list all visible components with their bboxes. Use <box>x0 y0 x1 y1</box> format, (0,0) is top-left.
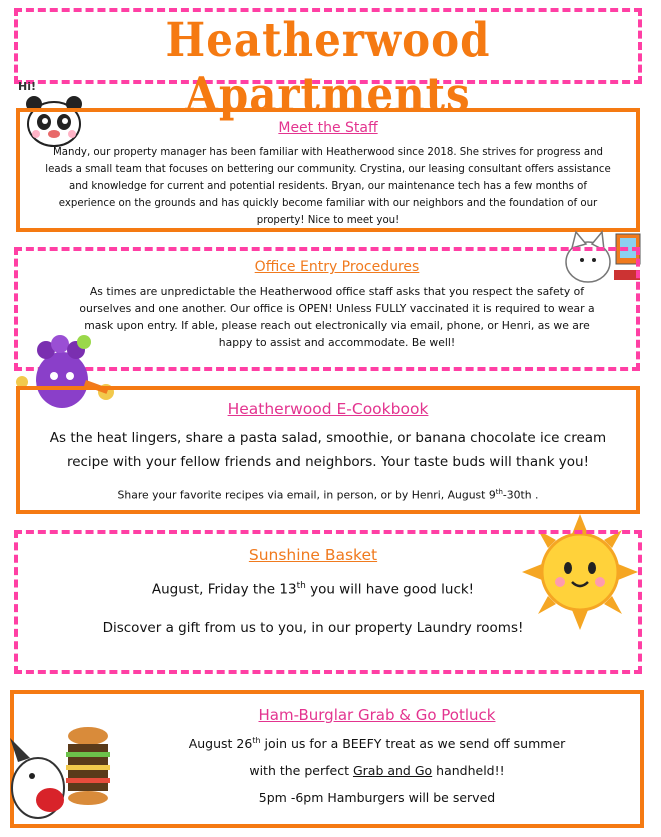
cookbook-note-text: Share your favorite recipes via email, in person, or by Henri, August 9 <box>117 488 496 502</box>
meet-staff-section <box>16 108 640 232</box>
cookbook-body: As the heat lingers, share a pasta salad, smoothie, or banana chocolate ice cream recipe with your fellow friends and neighbors. Your taste buds will thank you! <box>49 430 607 470</box>
meet-staff-title: Meet the Staff <box>278 120 378 136</box>
potluck-title: Ham-Burglar Grab & Go Potluck <box>258 706 496 724</box>
sunshine-line1-sup: th <box>296 581 306 591</box>
sunshine-line2: Discover a gift from us to you, in our property Laundry rooms! <box>102 619 524 636</box>
cookbook-note-sup: th <box>495 488 503 496</box>
potluck-line2 <box>134 763 620 778</box>
potluck-line1 <box>134 736 620 751</box>
cookbook-note-end: -30th . <box>502 488 539 502</box>
potluck-line1-text: August 26 <box>188 736 253 752</box>
office-entry-title: Office Entry Procedures <box>254 259 420 275</box>
page-title: Heatherwood Apartments <box>165 12 491 122</box>
cookbook-section <box>16 386 640 514</box>
dog-burger-sticker <box>4 718 124 830</box>
panda-hi-label: Hi! <box>18 80 36 93</box>
sunshine-title: Sunshine Basket <box>248 546 378 564</box>
cookbook-note <box>38 484 618 504</box>
sunshine-line1 <box>58 574 568 602</box>
potluck-grab-link: Grab and Go <box>352 763 433 779</box>
sunshine-line1-end: you will have good luck! <box>305 581 475 598</box>
sunshine-line1-text: August, Friday the 13 <box>151 581 297 598</box>
dog-burger-icon <box>4 718 124 830</box>
potluck-line3: 5pm -6pm Hamburgers will be served <box>258 790 496 806</box>
potluck-line1-sup: th <box>252 736 261 745</box>
cookbook-title: Heatherwood E-Cookbook <box>227 400 429 418</box>
meet-staff-body: Mandy, our property manager has been familiar with Heatherwood since 2018. She strives for progress and leads a small team that focuses on bettering our community. Crystina, our leasing consultant offers assistance and knowledge for current and potential residents. Bryan, our maintenance tech has a few months of experience on the grounds and has quickly become familiar with our neighbors and the foundation of our property! Nice to meet you! <box>45 147 611 226</box>
potluck-line2-text: with the perfect <box>249 763 353 779</box>
office-entry-body: As times are unpredictable the Heatherwood office staff asks that you respect the safety of ourselves and one another. Our office is OPEN! Unless FULLY vaccinated it is required to wear a mask upon entry. If able, please reach out electronically via email, phone, or Henri, as we are happy to assist and accommodate. Be well! <box>79 285 595 349</box>
sunshine-section <box>14 530 642 674</box>
potluck-line2-end: handheld!! <box>432 763 505 779</box>
potluck-line1-end: join us for a BEEFY treat as we send off summer <box>260 736 566 752</box>
